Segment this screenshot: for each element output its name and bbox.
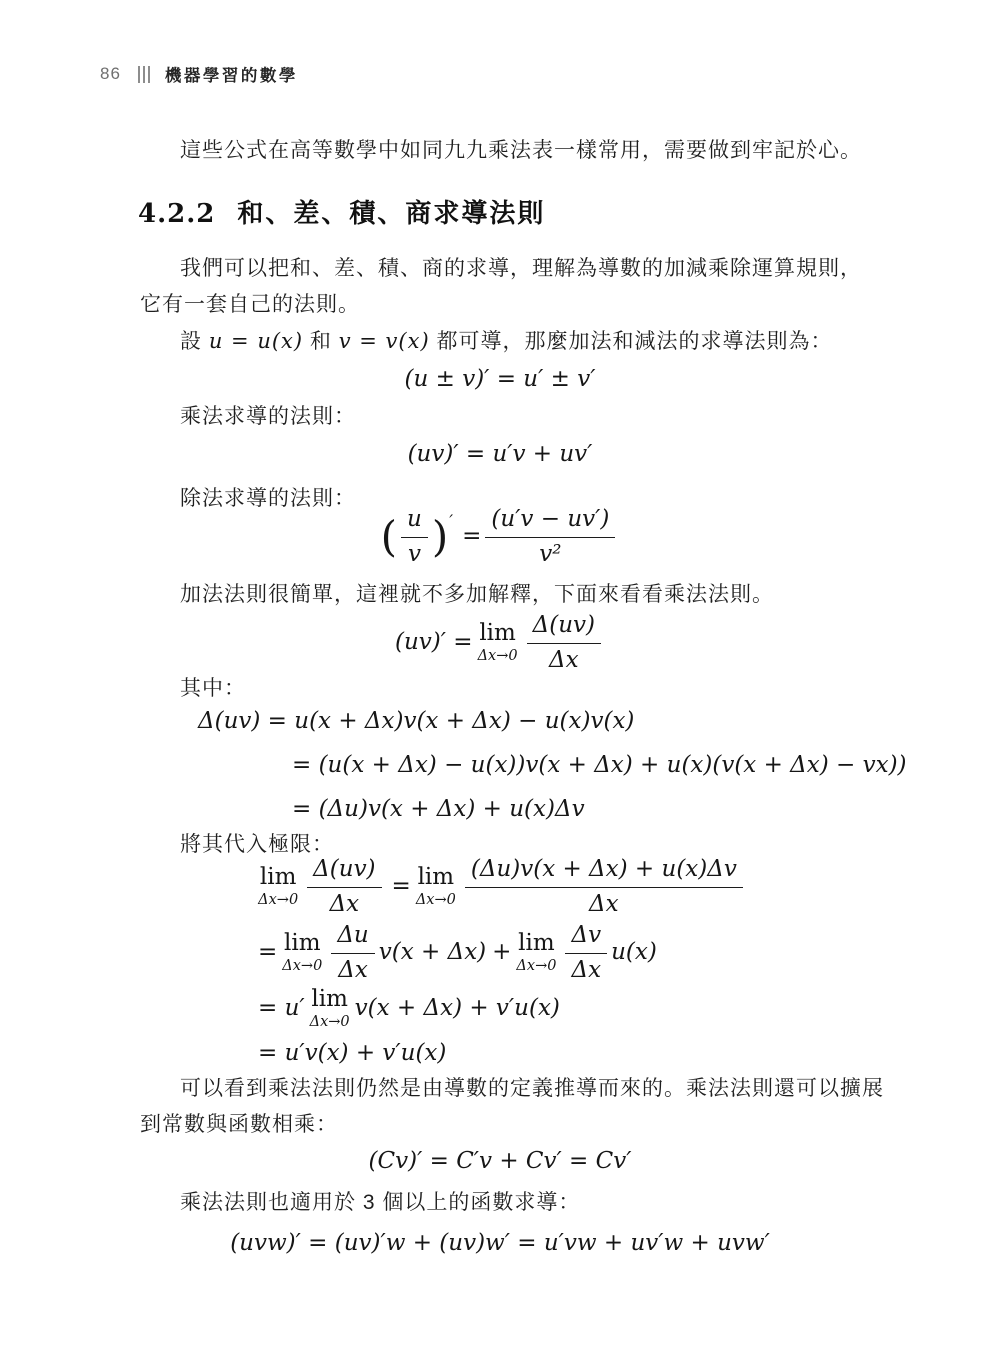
lim-operator: lim [417,864,455,891]
intro-paragraph: 這些公式在高等數學中如同九九乘法表一樣常用，需要做到牢記於心。 [180,139,862,162]
lim-subscript: Δx→0 [309,1014,350,1030]
denominator: Δx [527,643,601,675]
denominator: v [401,537,428,569]
numerator: Δv [571,922,602,948]
setup-text-2: 和 [303,330,339,353]
addition-note: 加法法則很簡單，這裡就不多加解釋，下面來看看乘法法則。 [180,583,774,606]
formula-triple-product-rule: (uvw)′ = (uv)′w + (uv)w′ = u′vw + uv′w + uvw′ [230,1230,770,1256]
formula-limit-definition [0,612,1000,674]
setup-paragraph [180,326,833,357]
lim-subscript: Δx→0 [258,892,299,909]
term: u(x) [611,939,657,966]
equals-sign: = [258,939,278,966]
lim-operator: lim [259,864,297,891]
lim-operator: lim [311,986,348,1012]
formula-substitution [0,856,1000,918]
plus-sign: + [492,939,512,966]
setup-math-u: u = u(x) [208,329,304,353]
numerator: u [407,506,422,532]
rules-intro-line1: 我們可以把和、差、積、商的求導，理解為導數的加減乘除運算規則， [180,257,862,280]
denominator: Δx [565,953,607,985]
formula-sum-rule: (u ± v)′ = u′ ± v′ [404,366,596,392]
page-header [100,62,298,86]
numerator: Δ(uv) [313,856,376,882]
derivation-step-2 [258,922,657,984]
delta-expansion-line3: = (Δu)v(x + Δx) + u(x)Δv [292,796,585,822]
prime-mark: ′ [449,512,454,533]
lim-subscript: Δx→0 [477,648,518,665]
quotient-rule-label: 除法求導的法則： [180,487,356,510]
product-rule-label: 乘法求導的法則： [180,405,356,428]
substitute-label: 將其代入極限： [180,833,334,856]
numerator: Δ(uv) [532,612,595,638]
formula-product-rule: (uv)′ = u′v + uv′ [407,441,593,467]
setup-text-1: 設 [180,330,209,353]
lim-subscript: Δx→0 [516,958,557,975]
delta-expansion-line1: Δ(uv) = u(x + Δx)v(x + Δx) − u(x)v(x) [198,708,635,734]
rules-intro-line2: 它有一套自己的法則。 [140,293,360,316]
derivation-step-3 [258,988,560,1030]
chapter-divider-icon [138,66,150,83]
open-paren: ( [380,512,398,562]
numerator: (Δu)v(x + Δx) + u(x)Δv [470,856,737,882]
denominator: Δx [465,887,743,919]
denominator: Δx [331,953,374,985]
section-number: 4.2.2 [138,199,216,229]
lim-operator: lim [518,930,555,957]
equals-sign: = [391,873,411,900]
lim-subscript: Δx→0 [415,892,456,909]
outro-line2: 到常數與函數相乘： [140,1113,338,1136]
limit-lhs: (uv)′ = [395,629,473,656]
setup-text-3: 都可導，那麼加法和減法的求導法則為： [429,330,833,353]
numerator: Δu [337,922,369,948]
formula-quotient-rule [0,506,1000,568]
derivation-step-4: = u′v(x) + v′u(x) [258,1040,447,1066]
lim-operator: lim [284,930,321,957]
denominator: Δx [307,887,381,919]
outro-line1: 可以看到乘法法則仍然是由導數的定義推導而來的。乘法法則還可以擴展 [180,1077,884,1100]
close-paren: ) [431,512,449,562]
formula-constant-rule: (Cv)′ = C′v + Cv′ = Cv′ [368,1148,632,1174]
term: v(x + Δx) [378,939,487,966]
setup-math-v: v = v(x) [338,329,430,353]
page-number: 86 [100,64,121,83]
lim-operator: lim [479,620,516,647]
term: = u′ [258,994,305,1021]
where-label: 其中： [180,677,246,700]
denominator: v² [485,537,615,569]
delta-expansion-line2: = (u(x + Δx) − u(x))v(x + Δx) + u(x)(v(x + Δx) − vx)) [292,752,907,778]
book-title: 機器學習的數學 [164,67,298,85]
section-title: 和、差、積、商求導法則 [237,198,546,228]
triple-rule-label: 乘法法則也適用於 3 個以上的函數求導： [180,1191,581,1214]
numerator: (u′v − uv′) [491,506,610,532]
section-heading [138,193,545,230]
term: v(x + Δx) + v′u(x) [354,994,560,1021]
lim-subscript: Δx→0 [282,958,323,975]
equals-sign: = [462,523,482,550]
